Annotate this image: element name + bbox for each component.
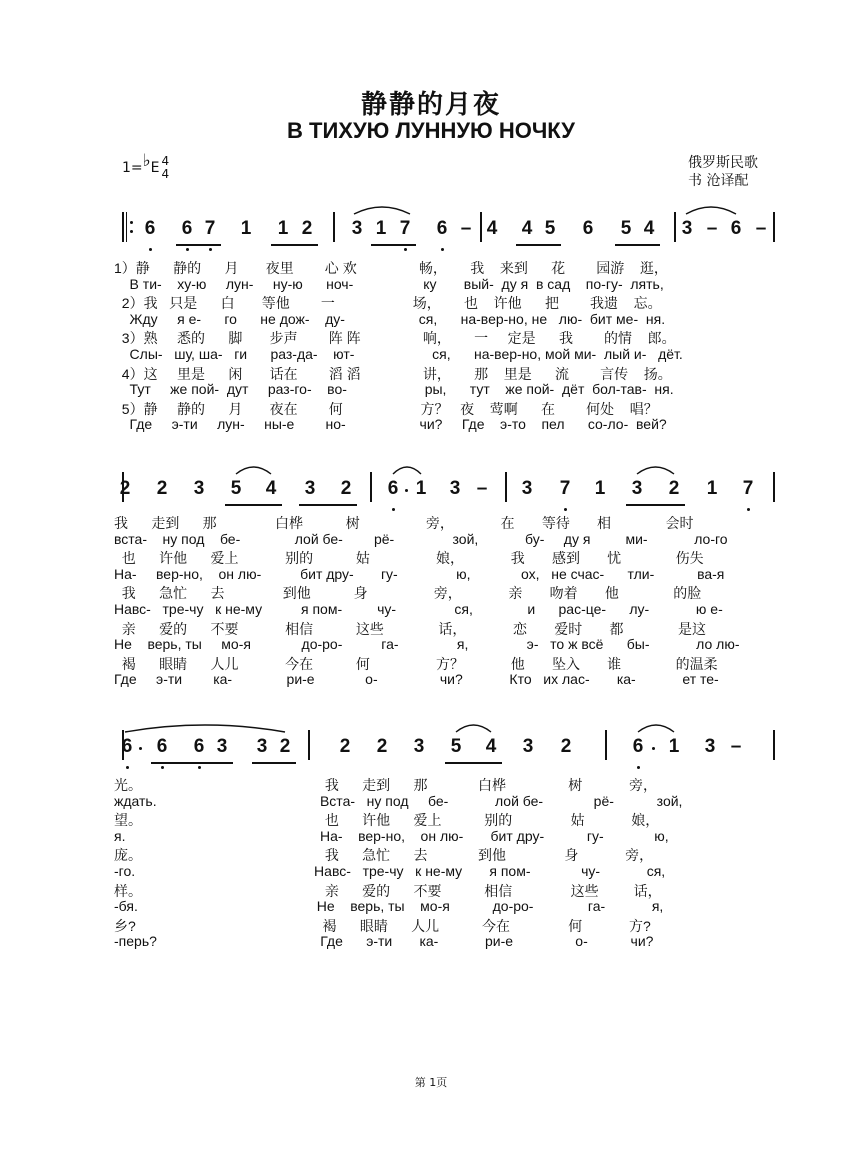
note: 5	[620, 218, 632, 239]
note: 3	[216, 736, 228, 757]
note: 2	[301, 218, 313, 239]
note: 2	[156, 478, 168, 499]
note: –	[730, 736, 742, 757]
key-prefix: 1=	[122, 160, 143, 176]
lyric-line: 我 走到 那 白桦 树 旁， 在 等待 相 会时	[114, 515, 694, 531]
lyric-line: я. На- вер-но, он лю- бит дру- гу- ю,	[114, 827, 669, 844]
note: 5	[544, 218, 556, 239]
title-chinese: 静静的月夜	[360, 90, 501, 120]
note: 2	[376, 736, 388, 757]
lyric-line: Не верь, ты мо-я до-ро- га- я, э- то ж всё бы- ло лю-	[114, 636, 740, 653]
lyric-line: На- вер-но, он лю- бит дру- гу- ю, ох, не счас- тли- ва-я	[114, 565, 725, 582]
credit-translator: 书 沧译配	[688, 173, 749, 189]
note: 4	[486, 218, 498, 239]
note: 2	[668, 478, 680, 499]
note: 3	[256, 736, 268, 757]
time-top: 4	[161, 154, 170, 168]
note: 3	[449, 478, 461, 499]
page-number: 第 1页	[414, 1076, 448, 1089]
note: 4	[521, 218, 533, 239]
lyric-line: -бя. Не верь, ты мо-я до-ро- га- я,	[114, 898, 664, 915]
lyric-line: 1）静 静的 月 夜里 心 欢 畅， 我 来到 花 园游 逛，	[114, 260, 668, 276]
note: 3	[193, 478, 205, 499]
note: 1	[277, 218, 289, 239]
note: 2	[279, 736, 291, 757]
lyric-line: Слы- шу, ша- ги раз-да- ют- ся, на-вер-но, мой ми- лый и- дёт.	[114, 346, 683, 362]
note: 2	[560, 736, 572, 757]
note: –	[755, 218, 767, 239]
lyric-line: 望。 也 许他 爱上 别的 姑 娘，	[114, 812, 660, 829]
lyric-line: 样。 亲 爱的 不要 相信 这些 话，	[114, 882, 662, 899]
lyric-line: 乡? 褐 眼睛 人儿 今在 何 方?	[114, 917, 651, 934]
lyric-line: 光。 我 走到 那 白桦 树 旁，	[114, 777, 657, 793]
tie-arc	[125, 725, 285, 732]
note: 7	[399, 218, 411, 239]
note: 6	[181, 218, 193, 239]
note: 2	[119, 478, 131, 499]
time-bottom: 4	[161, 167, 170, 181]
lyric-line: 3）熟 悉的 脚 步声 阵 阵 响， 一 定是 我 的情 郎。	[114, 330, 676, 347]
key-note: E	[150, 160, 160, 176]
note: 3	[704, 736, 716, 757]
lyric-line: 4）这 里是 闲 话在 滔 滔 讲， 那 里是 流 言传 扬。	[114, 365, 672, 382]
note: 1	[594, 478, 606, 499]
note: –	[706, 218, 718, 239]
lyric-line: Тут же пой- дут раз-го- во- ры, тут же пой- дёт бол-тав- ня.	[114, 381, 674, 398]
note: 6	[121, 736, 133, 757]
note: 7	[204, 218, 216, 239]
note: 6	[436, 218, 448, 239]
note: 3	[351, 218, 363, 239]
lyric-line: Где э-ти лун- ны-е но- чи? Где э-то пел со-ло- вей?	[114, 416, 667, 433]
lyric-line: В ти- ху-ю лун- ну-ю ноч- ку вый- ду я в сад по-гу- лять,	[114, 275, 664, 292]
lyric-line: 也 许他 爱上 别的 姑 娘， 我 感到 忧 伤失	[114, 550, 704, 567]
lyric-line: Навс- тре-чу к не-му я пом- чу- ся, и рас-це- лу- ю е-	[114, 601, 723, 617]
title-russian: В ТИХУЮ ЛУННУЮ НОЧКУ	[287, 118, 575, 143]
note: 6	[632, 736, 644, 757]
lyric-line: Где э-ти ка- ри-е о- чи? Кто их лас- ка- ет те-	[114, 671, 719, 688]
note: –	[476, 478, 488, 499]
note: 7	[559, 478, 571, 499]
lyric-line: -перь? Где э-ти ка- ри-е о- чи?	[114, 933, 654, 950]
note: 2	[340, 478, 352, 499]
lyric-line: 我 急忙 去 到他 身 旁， 亲 吻着 他 的脸	[114, 585, 702, 602]
lyric-line: вста- ну под бе- лой бе- рё- зой, бу- ду я ми- ло-го	[114, 530, 728, 547]
note: 1	[375, 218, 387, 239]
lyric-line: 亲 爱的 不要 相信 这些 话， 恋 爱时 都 是这	[114, 620, 706, 637]
lyric-line: ждать. Вста- ну под бе- лой бе- рё- зой,	[114, 792, 683, 809]
note: 3	[304, 478, 316, 499]
note: 3	[413, 736, 425, 757]
lyric-line: 褐 眼睛 人儿 今在 何 方？ 他 坠入 谁 的温柔	[114, 655, 718, 672]
note: 1	[415, 478, 427, 499]
note: 4	[265, 478, 277, 499]
lyric-line: 5）静 静的 月 夜在 何 方？ 夜 莺啊 在 何处 唱？	[114, 400, 658, 417]
tie-arc	[638, 725, 674, 732]
credit-origin: 俄罗斯民歌	[688, 155, 758, 171]
lyric-line: Жду я е- го не дож- ду- ся, на-вер-но, не лю- бит ме- ня.	[114, 310, 666, 327]
note: 3	[631, 478, 643, 499]
note: –	[460, 218, 472, 239]
note: 6	[156, 736, 168, 757]
note: 6	[730, 218, 742, 239]
note: 7	[742, 478, 754, 499]
note: 5	[450, 736, 462, 757]
lyric-line: -го. Навс- тре-чу к не-му я пом- чу- ся,	[114, 863, 666, 879]
note: 1	[240, 218, 252, 239]
note: 5	[230, 478, 242, 499]
note: 6	[387, 478, 399, 499]
note: 4	[643, 218, 655, 239]
note: 3	[681, 218, 693, 239]
lyric-line: 庞。 我 急忙 去 到他 身 旁，	[114, 847, 654, 864]
note: 4	[485, 736, 497, 757]
note: 1	[668, 736, 680, 757]
note: 6	[193, 736, 205, 757]
note: 6	[144, 218, 156, 239]
lyric-line: 2）我 只是 白 等他 一 场， 也 许他 把 我遗 忘。	[114, 295, 662, 312]
note: 2	[339, 736, 351, 757]
note: 3	[521, 478, 533, 499]
tie-arc	[456, 725, 491, 732]
note: 1	[706, 478, 718, 499]
note: 3	[522, 736, 534, 757]
flat-sign: ♭	[142, 151, 151, 171]
note: 6	[582, 218, 594, 239]
